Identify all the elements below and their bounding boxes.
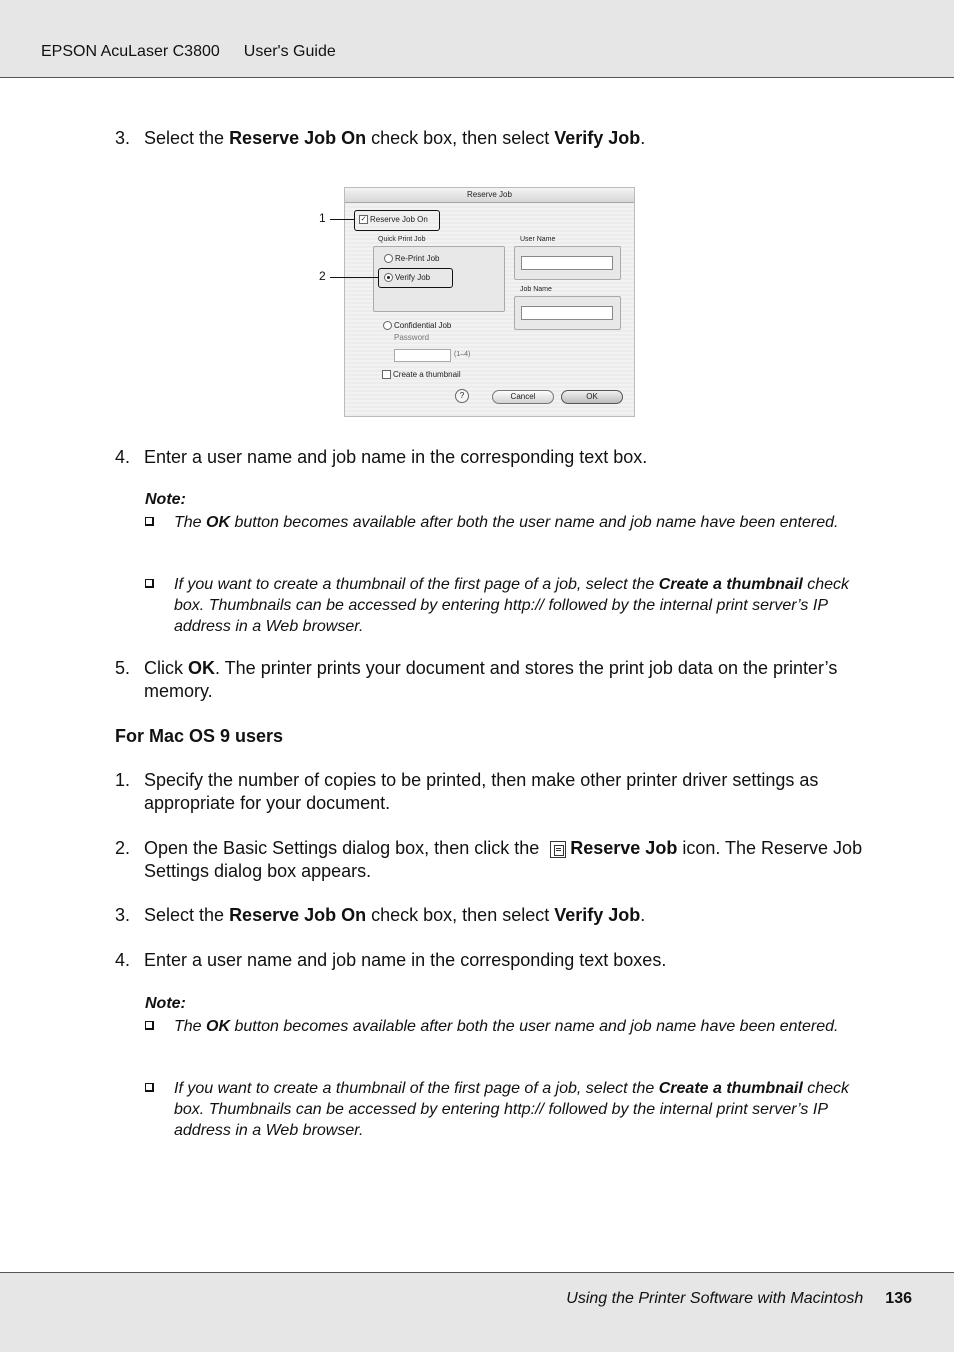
note-item-thumbnail-2: If you want to create a thumbnail of the first page of a job, select the Create a thumbnail check box. Thumbnails can be accessed by entering http:// followed by the internal print server’s IP address in a Web browser. (145, 1078, 875, 1141)
verify-job-radio[interactable]: Verify Job (384, 273, 430, 282)
ok-button[interactable]: OK (561, 390, 623, 404)
password-range: (1–4) (454, 351, 471, 358)
radio-off-icon (384, 254, 393, 263)
checkbox-bullet-icon (145, 579, 154, 588)
note-label-2: Note: (145, 995, 186, 1012)
job-name-label: Job Name (520, 286, 552, 293)
help-button[interactable]: ? (455, 389, 469, 403)
page-footer (0, 1272, 954, 1352)
cancel-button[interactable]: Cancel (492, 390, 554, 404)
os9-step-4: 4. Enter a user name and job name in the corresponding text boxes. (115, 950, 667, 970)
step-3-select-reserve: 3. Select the Reserve Job On check box, then select Verify Job. (115, 128, 646, 148)
radio-off-icon (383, 321, 392, 330)
header-product: EPSON AcuLaser C3800 (41, 43, 220, 60)
dialog-title: Reserve Job (345, 188, 634, 203)
reprint-job-radio[interactable]: Re-Print Job (384, 254, 439, 263)
page-number: 136 (885, 1290, 912, 1307)
callout-box-verify-job (378, 268, 453, 288)
section-heading-mac-os-9: For Mac OS 9 users (115, 726, 284, 746)
callout-number-1: 1 (319, 211, 326, 225)
user-name-label: User Name (520, 236, 556, 243)
confidential-job-radio[interactable]: Confidential Job (383, 321, 451, 330)
checkbox-checked-icon: ✓ (360, 216, 367, 224)
footer-section: Using the Printer Software with Macintosh (566, 1290, 864, 1307)
reserve-job-on-checkbox[interactable]: ✓ Reserve Job On (360, 215, 428, 224)
reserve-job-icon[interactable] (550, 841, 566, 858)
checkbox-bullet-icon (145, 1083, 154, 1092)
callout-box-reserve-job-on (354, 210, 440, 231)
password-input[interactable] (394, 349, 451, 362)
note-item-ok-available: The OK button becomes available after both the user name and job name have been entered. (145, 512, 875, 533)
page-header (0, 0, 954, 78)
os9-step-3: 3. Select the Reserve Job On check box, then select Verify Job. (115, 905, 646, 925)
user-name-input[interactable] (521, 256, 613, 270)
step-4-enter-names: 4. Enter a user name and job name in the corresponding text box. (115, 447, 648, 467)
footer-text (566, 1290, 912, 1308)
header-guide: User's Guide (243, 43, 336, 60)
checkbox-empty-icon (382, 370, 391, 379)
callout-line-2 (330, 277, 378, 278)
callout-number-2: 2 (319, 269, 326, 283)
os9-step-2: 2. Open the Basic Settings dialog box, then click the Reserve Job icon. The Reserve Job Settings dialog box appears. (115, 838, 863, 881)
checkbox-bullet-icon (145, 1021, 154, 1030)
create-thumbnail-checkbox[interactable]: Create a thumbnail (382, 370, 461, 379)
checkbox-bullet-icon (145, 517, 154, 526)
note-label: Note: (145, 491, 186, 508)
step-5-click-ok: 5. Click OK. The printer prints your document and stores the print job data on the printer’s memory. (115, 658, 838, 701)
header-title (41, 43, 336, 61)
job-name-input[interactable] (521, 306, 613, 320)
note-item-thumbnail: If you want to create a thumbnail of the first page of a job, select the Create a thumbnail check box. Thumbnails can be accessed by entering http:// followed by the internal print server’s IP address in a Web browser. (145, 574, 875, 637)
note-item-ok-available-2: The OK button becomes available after both the user name and job name have been entered. (145, 1016, 875, 1037)
os9-step-1: 1. Specify the number of copies to be printed, then make other printer driver settings as appropriate for your document. (115, 770, 819, 813)
password-label: Password (394, 333, 430, 342)
quick-print-job-label: Quick Print Job (378, 236, 426, 243)
callout-line-1 (330, 219, 354, 220)
